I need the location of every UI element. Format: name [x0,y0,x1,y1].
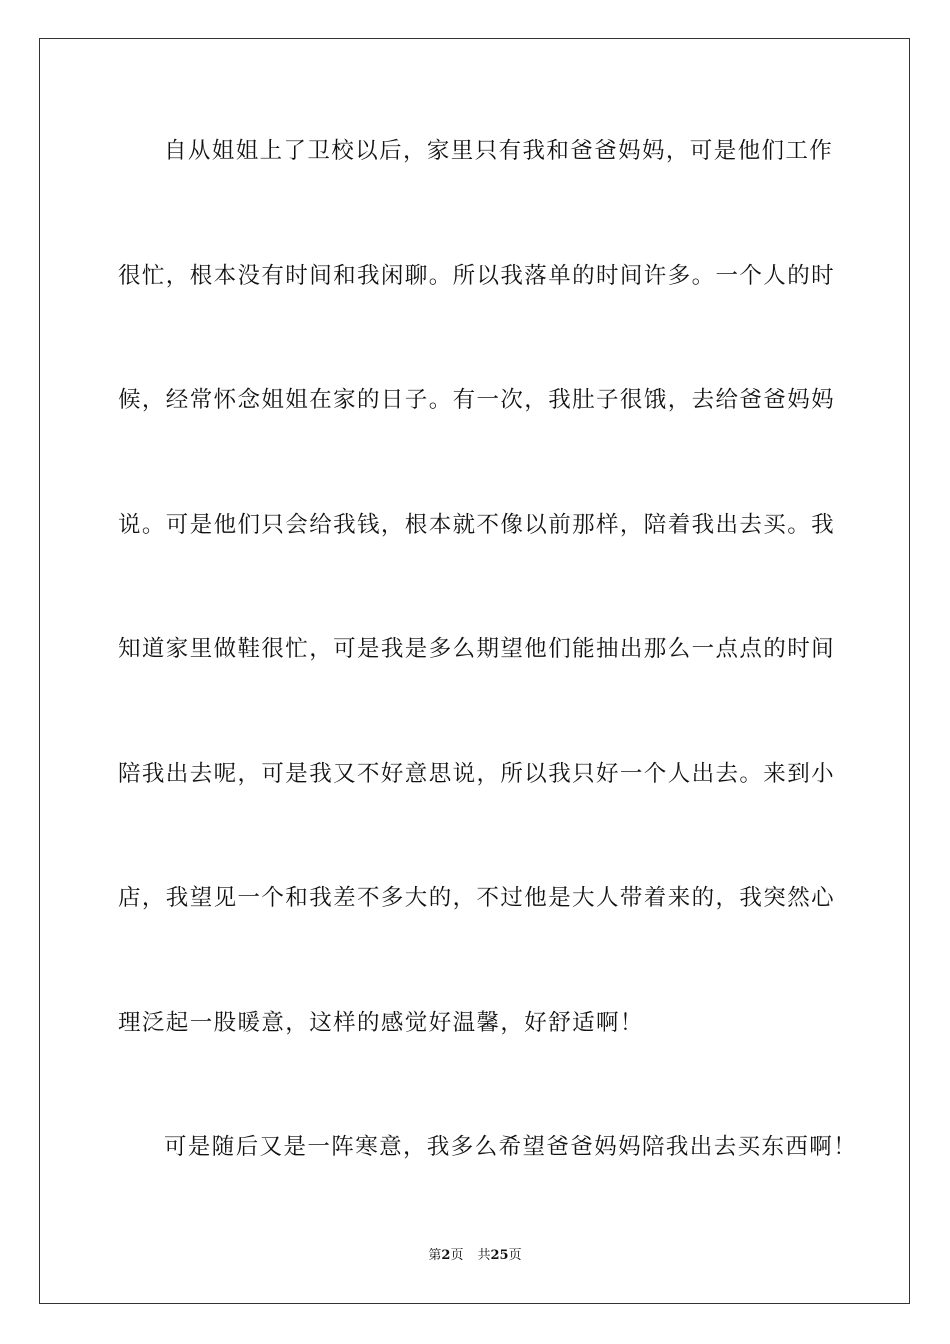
paragraph-line: 店，我望见一个和我差不多大的，不过他是大人带着来的，我突然心 [118,885,836,911]
page-prefix: 第 [428,1248,442,1263]
paragraph-line: 候，经常怀念姐姐在家的日子。有一次，我肚子很饿，去给爸爸妈妈 [118,387,836,413]
paragraph-line: 可是随后又是一阵寒意，我多么希望爸爸妈妈陪我出去买东西啊！ [164,1134,858,1160]
paragraph-line: 陪我出去呢，可是我又不好意思说，所以我只好一个人出去。来到小 [118,761,836,787]
total-prefix: 共 [477,1248,491,1263]
total-suffix: 页 [508,1248,522,1263]
page-number: 2 [441,1248,451,1263]
total-pages: 25 [490,1248,509,1263]
paragraph-line: 知道家里做鞋很忙，可是我是多么期望他们能抽出那么一点点的时间 [118,636,836,662]
paragraph-line: 很忙，根本没有时间和我闲聊。所以我落单的时间许多。一个人的时 [118,263,836,289]
paragraph-line: 自从姐姐上了卫校以后，家里只有我和爸爸妈妈，可是他们工作 [164,138,834,164]
page-suffix: 页 [450,1248,464,1263]
paragraph-line: 理泛起一股暖意，这样的感觉好温馨，好舒适啊！ [118,1010,644,1036]
page-border [39,38,910,1304]
page-footer [0,1247,950,1265]
paragraph-line: 说。可是他们只会给我钱，根本就不像以前那样，陪着我出去买。我 [118,512,836,538]
